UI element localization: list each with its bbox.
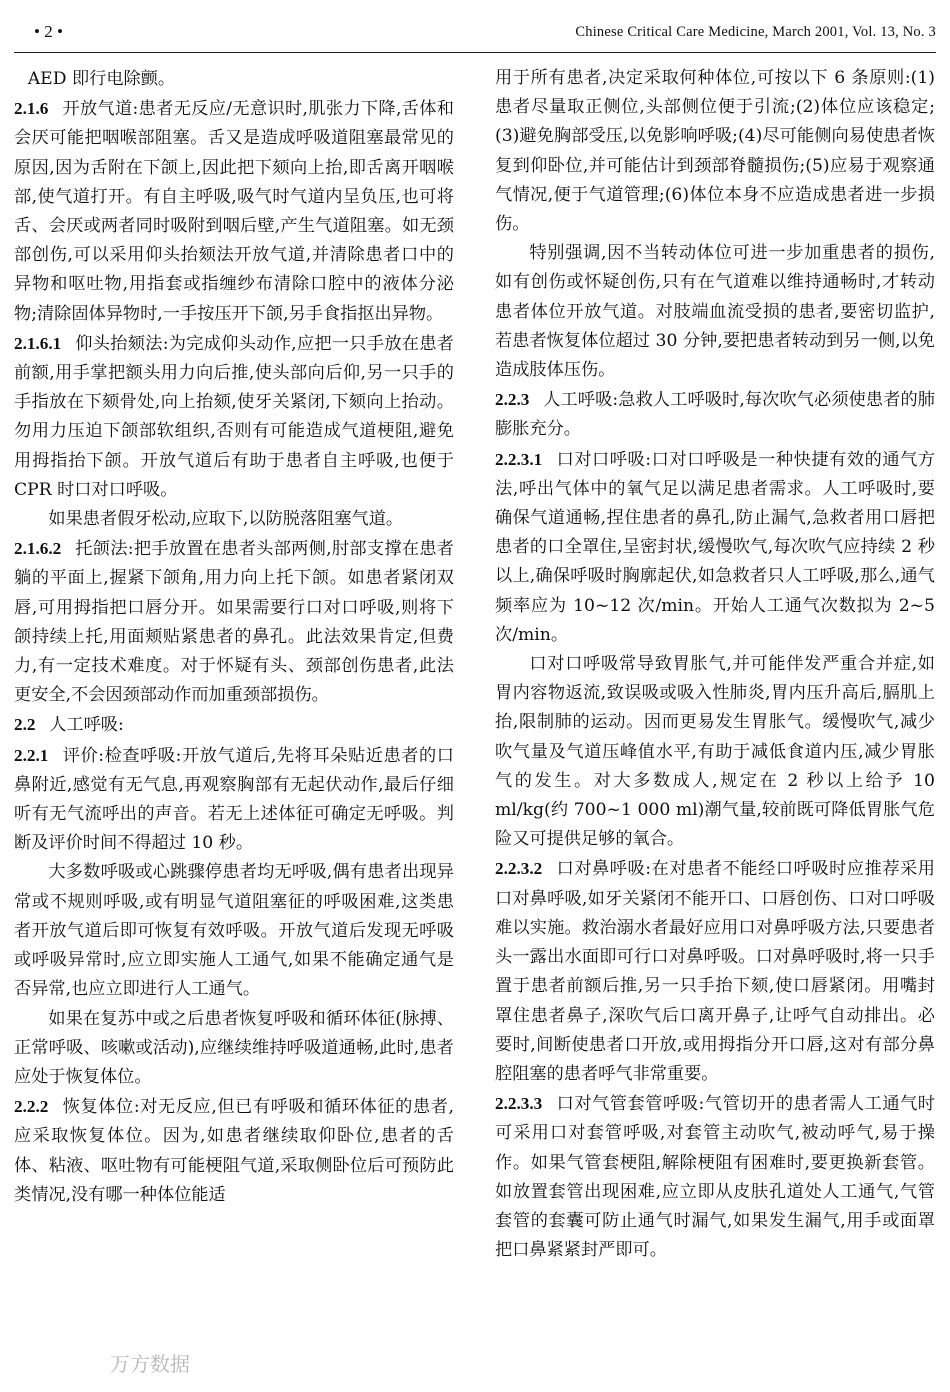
- page-header: [14, 18, 936, 53]
- paragraph-text: 人工呼吸:急救人工呼吸时,每次吹气必须使患者的肺膨胀充分。: [495, 390, 935, 440]
- paragraph: [495, 854, 935, 1089]
- section-number: 2.1.6.2: [14, 539, 62, 559]
- paragraph: [14, 64, 454, 94]
- section-number: 2.1.6: [14, 99, 49, 119]
- paragraph: [14, 534, 454, 710]
- paragraph-text: 特别强调,因不当转动体位可进一步加重患者的损伤,如有创伤或怀疑创伤,只有在气道难以维持通畅时,才转动患者体位开放气道。对肢端血流受损的患者,要密切监护,若患者恢复体位超过 30 分钟,要把患者转动到另一侧,以免造成肢体压伤。: [495, 243, 935, 381]
- paragraph-text: 口对口呼吸常导致胃胀气,并可能伴发严重合并症,如胃内容物返流,致误吸或吸入性肺炎,胃内压升高后,膈肌上抬,限制肺的运动。因而更易发生胃胀气。缓慢吹气,减少吹气量及气道压峰值水平,有助于减低食道内压,减少胃胀气的发生。对大多数成人,规定在 2 秒以上给予 10 ml/kg(约 700~1 000 ml)潮气量,较前既可降低胃胀气危险又可提供足够的氧合。: [495, 654, 935, 850]
- paragraph: [14, 710, 454, 740]
- section-number: 2.2.3.1: [495, 449, 543, 469]
- paragraph: [14, 1092, 454, 1210]
- paragraph-text: 口对气管套管呼吸:气管切开的患者需人工通气时可采用口对套管呼吸,对套管主动吹气,被动呼气,易于操作。如果气管套梗阻,解除梗阻有困难时,要更换新套管。如放置套管出现困难,应立即从皮肤孔道处人工通气,气管套管的套囊可防止通气时漏气,如果发生漏气,用手或面罩把口鼻紧紧封严即可。: [495, 1094, 935, 1261]
- paragraph: [14, 505, 454, 534]
- paragraph-text: 开放气道:患者无反应/无意识时,肌张力下降,舌体和会厌可能把咽喉部阻塞。舌又是造成呼吸道阻塞最常见的原因,因为舌附在下颌上,因此把下颏向上抬,即舌离开咽喉部,使气道打开。有自主呼吸,吸气时气道内呈负压,也可将舌、会厌或两者同时吸附到咽后壁,产生气道阻塞。如无颈部创伤,可以采用仰头抬颏法开放气道,并清除患者口中的异物和呕吐物,用指套或指缠纱布清除口腔中的液体分泌物;清除固体异物时,一手按压开下颌,另手食指抠出异物。: [14, 99, 454, 324]
- paragraph-text: 用于所有患者,决定采取何种体位,可按以下 6 条原则:(1)患者尽量取正侧位,头部侧位便于引流;(2)体位应该稳定;(3)避免胸部受压,以免影响呼吸;(4)尽可能侧向易使患者恢复到仰卧位,并可能估计到颈部脊髓损伤;(5)应易于观察通气情况,便于气道管理;(6)体位本身不应造成患者进一步损伤。: [495, 68, 935, 235]
- paragraph: [14, 329, 454, 505]
- section-number: 2.2.3.2: [495, 859, 543, 879]
- paragraph-text: 口对口呼吸:口对口呼吸是一种快捷有效的通气方法,呼出气体中的氧气足以满足患者需求。人工呼吸时,要确保气道通畅,捏住患者的鼻孔,防止漏气,急救者用口唇把患者的口全罩住,呈密封状,缓慢吹气,每次吹气应持续 2 秒以上,确保呼吸时胸廓起伏,如急救者只人工呼吸,那么,通气频率应为 10~12 次/min。开始人工通气次数拟为 2~5 次/min。: [495, 449, 935, 645]
- paragraph-text: 恢复体位:对无反应,但已有呼吸和循环体征的患者,应采取恢复体位。因为,如患者继续取仰卧位,患者的舌体、粘液、呕吐物有可能梗阻气道,采取侧卧位后可预防此类情况,没有哪一种体位能适: [14, 1097, 454, 1205]
- paragraph: [14, 858, 454, 1004]
- paragraph: [14, 94, 454, 329]
- left-column: [14, 64, 454, 1392]
- section-number: 2.2: [14, 715, 36, 735]
- paragraph-text: 评价:检查呼吸:开放气道后,先将耳朵贴近患者的口鼻附近,感觉有无气息,再观察胸部有无起伏动作,最后仔细听有无气流呼出的声音。若无上述体征可确定无呼吸。判断及评价时间不得超过 10 秒。: [14, 745, 454, 854]
- paragraph-text: 如果在复苏中或之后患者恢复呼吸和循环体征(脉搏、正常呼吸、咳嗽或活动),应继续维持呼吸道通畅,此时,患者应处于恢复体位。: [14, 1008, 454, 1087]
- paragraph-text: 仰头抬颏法:为完成仰头动作,应把一只手放在患者前额,用手掌把额头用力向后推,使头部向后仰,另一只手的手指放在下颏骨处,向上抬颏,使牙关紧闭,下颏向上抬动。勿用力压迫下颌部软组织,否则有可能造成气道梗阻,避免用拇指抬下颌。开放气道后有助于患者自主呼吸,也便于 CPR 时口对口呼吸。: [14, 333, 454, 500]
- paragraph: [14, 1005, 454, 1093]
- paragraph-text: 口对鼻呼吸:在对患者不能经口呼吸时应推荐采用口对鼻呼吸,如牙关紧闭不能开口、口唇创伤、口对口呼吸难以实施。救治溺水者最好应用口对鼻呼吸方法,只要患者头一露出水面即可行口对鼻呼吸。口对鼻呼吸时,将一只手置于患者前额后推,另一只手抬下颏,使口唇紧闭。用嘴封罩住患者鼻子,深吹气后口离开鼻子,让呼气自动排出。必要时,间断使患者口开放,或用拇指分开口唇,这对有部分鼻腔阻塞的患者呼气非常重要。: [495, 859, 935, 1084]
- paragraph: [495, 445, 935, 650]
- section-number: 2.2.3: [495, 390, 530, 410]
- paragraph-text: 托颌法:把手放置在患者头部两侧,肘部支撑在患者躺的平面上,握紧下颌角,用力向上托下颌。如患者紧闭双唇,可用拇指把口唇分开。如果需要行口对口呼吸,则将下颌持续上托,用面颊贴紧患者的鼻孔。此法效果肯定,但费力,有一定技术难度。对于怀疑有头、颈部创伤患者,此法更安全,不会因颈部动作而加重颈部损伤。: [14, 539, 454, 706]
- paragraph: [14, 741, 454, 859]
- section-number: 2.2.1: [14, 745, 49, 765]
- right-column: [495, 64, 935, 1392]
- paragraph: [495, 650, 935, 854]
- section-number: 2.2.3.3: [495, 1094, 543, 1114]
- section-number: 2.1.6.1: [14, 333, 62, 353]
- paragraph-text: AED 即行电除颤。: [27, 69, 176, 89]
- paragraph: [495, 239, 935, 385]
- section-number: 2.2.2: [14, 1097, 49, 1117]
- page-number: • 2 •: [34, 22, 63, 41]
- watermark: 万方数据: [110, 1352, 190, 1376]
- paragraph-text: 如果患者假牙松动,应取下,以防脱落阻塞气道。: [48, 509, 404, 530]
- paragraph: [495, 64, 935, 239]
- paragraph: [495, 1089, 935, 1265]
- paragraph: [495, 385, 935, 444]
- paragraph-text: 大多数呼吸或心跳骤停患者均无呼吸,偶有患者出现异常或不规则呼吸,或有明显气道阻塞征的呼吸困难,这类患者开放气道后即可恢复有效呼吸。开放气道后发现无呼吸或呼吸异常时,应立即实施人工通气,如果不能确定通气是否异常,也应立即进行人工通气。: [14, 862, 454, 1000]
- journal-running-head: Chinese Critical Care Medicine, March 2001, Vol. 13, No. 3: [575, 24, 936, 40]
- paragraph-text: 人工呼吸:: [49, 715, 124, 736]
